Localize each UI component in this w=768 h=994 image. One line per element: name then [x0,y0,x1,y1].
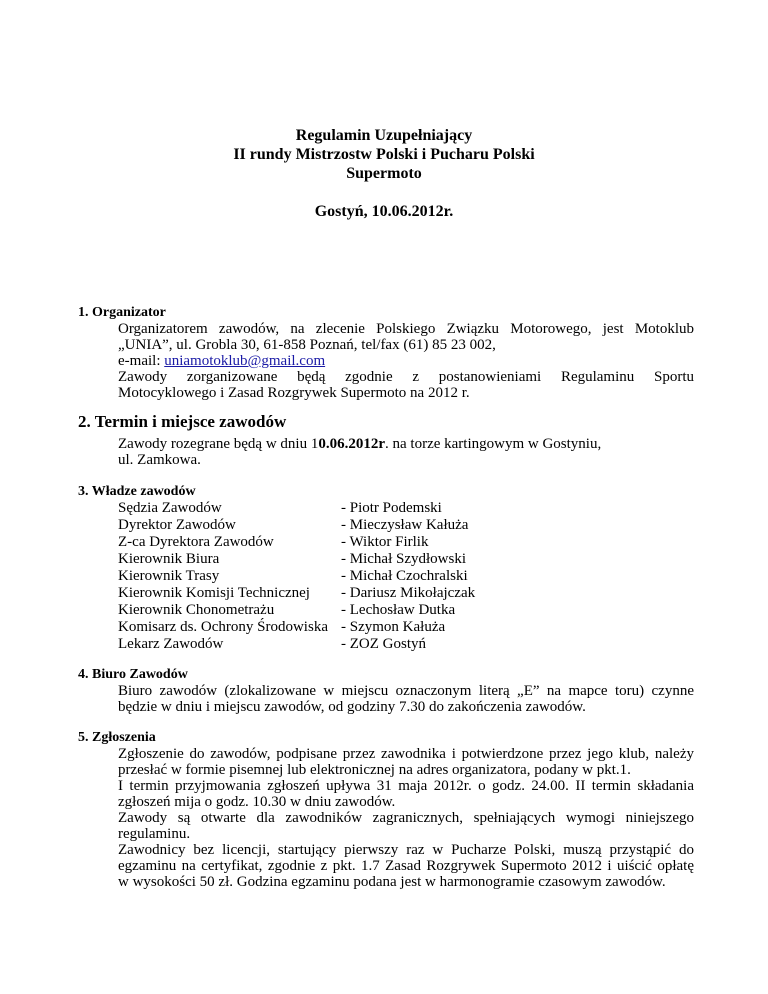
official-row [118,517,475,534]
official-role: Lekarz Zawodów [118,636,224,652]
event-date-bold: 0.06.2012r [318,436,386,452]
text-line: „UNIA”, ul. Grobla 30, 61-858 Poznań, tel/fax (61) 85 23 002, [118,337,496,353]
text-line: Zgłoszenie do zawodów, podpisane przez zawodnika i potwierdzone przez jego klub, należy [118,746,694,762]
event-place-date: Gostyń, 10.06.2012r. [314,203,454,220]
text-line [118,436,694,452]
email-link[interactable]: uniamotoklub@gmail.com [164,353,326,369]
section-heading-entries: 5. Zgłoszenia [78,730,156,745]
official-name: - Wiktor Firlik [341,534,429,550]
document-subtitle: II rundy Mistrzostw Polski i Pucharu Polski [233,146,535,163]
text-line: regulaminu. [118,826,191,842]
text-fragment: Zawody rozegrane będą w dniu 1 [118,436,319,452]
official-role: Komisarz ds. Ochrony Środowiska [118,619,328,635]
official-name: - Szymon Kałuża [341,619,446,635]
text-line: przesłać w formie pisemnej lub elektronicznej na adres organizatora, podany w pkt.1. [118,762,631,778]
official-row [118,636,475,653]
official-role: Kierownik Trasy [118,568,220,584]
section-organizer-body [118,321,694,401]
official-name: - Michał Czochralski [341,568,468,584]
text-line: ul. Zamkowa. [118,452,201,468]
section-heading-officials: 3. Władze zawodów [78,484,196,499]
official-row [118,534,475,551]
text-line: I termin przyjmowania zgłoszeń upływa 31 maja 2012r. o godz. 24.00. II termin składania [118,778,694,794]
officials-table [118,500,475,653]
official-name: - Mieczysław Kałuża [341,517,469,533]
text-line: Organizatorem zawodów, na zlecenie Polskiego Związku Motorowego, jest Motoklub [118,321,694,337]
section-office-body [118,683,694,715]
text-line: Biuro zawodów (zlokalizowane w miejscu oznaczonym literą „E” na mapce toru) czynne [118,683,694,699]
text-line: egzaminu na certyfikat, zgodnie z pkt. 1.7 Zasad Rozgrywek Supermoto 2012 i uiścić opłatę [118,858,694,874]
official-role: Kierownik Biura [118,551,220,567]
text-line: Motocyklowego i Zasad Rozgrywek Supermoto na 2012 r. [118,385,470,401]
official-row [118,551,475,568]
official-name: - ZOZ Gostyń [341,636,426,652]
text-line: Zawodnicy bez licencji, startujący pierwszy raz w Pucharze Polski, muszą przystąpić do [118,842,694,858]
section-date-place-body [118,436,694,468]
official-row [118,500,475,517]
section-heading-office: 4. Biuro Zawodów [78,667,188,682]
official-name: - Piotr Podemski [341,500,442,516]
text-line: w wysokości 50 zł. Godzina egzaminu podana jest w harmonogramie czasowym zawodów. [118,874,666,890]
email-label: e-mail: [118,353,165,369]
section-heading-date-place: 2. Termin i miejsce zawodów [78,412,287,431]
document-title: Regulamin Uzupełniający [295,127,473,144]
official-role: Kierownik Komisji Technicznej [118,585,310,601]
email-line [118,353,694,369]
official-row [118,585,475,602]
text-line: będzie w dniu i miejscu zawodów, od godziny 7.30 do zakończenia zawodów. [118,699,586,715]
official-role: Sędzia Zawodów [118,500,222,516]
text-line: Zawody zorganizowane będą zgodnie z postanowieniami Regulaminu Sportu [118,369,694,385]
official-name: - Lechosław Dutka [341,602,456,618]
text-line: Zawody są otwarte dla zawodników zagranicznych, spełniających wymogi niniejszego [118,810,694,826]
document-discipline: Supermoto [346,165,422,182]
official-role: Z-ca Dyrektora Zawodów [118,534,274,550]
official-name: - Dariusz Mikołajczak [341,585,476,601]
official-name: - Michał Szydłowski [341,551,466,567]
official-row [118,568,475,585]
official-row [118,619,475,636]
text-fragment: . na torze kartingowym w Gostyniu, [385,436,602,452]
official-role: Kierownik Chonometrażu [118,602,275,618]
section-heading-organizer: 1. Organizator [78,305,166,320]
official-role: Dyrektor Zawodów [118,517,236,533]
text-line: zgłoszeń mija o godz. 10.30 w dniu zawodów. [118,794,396,810]
official-row [118,602,475,619]
section-entries-body [118,746,694,890]
